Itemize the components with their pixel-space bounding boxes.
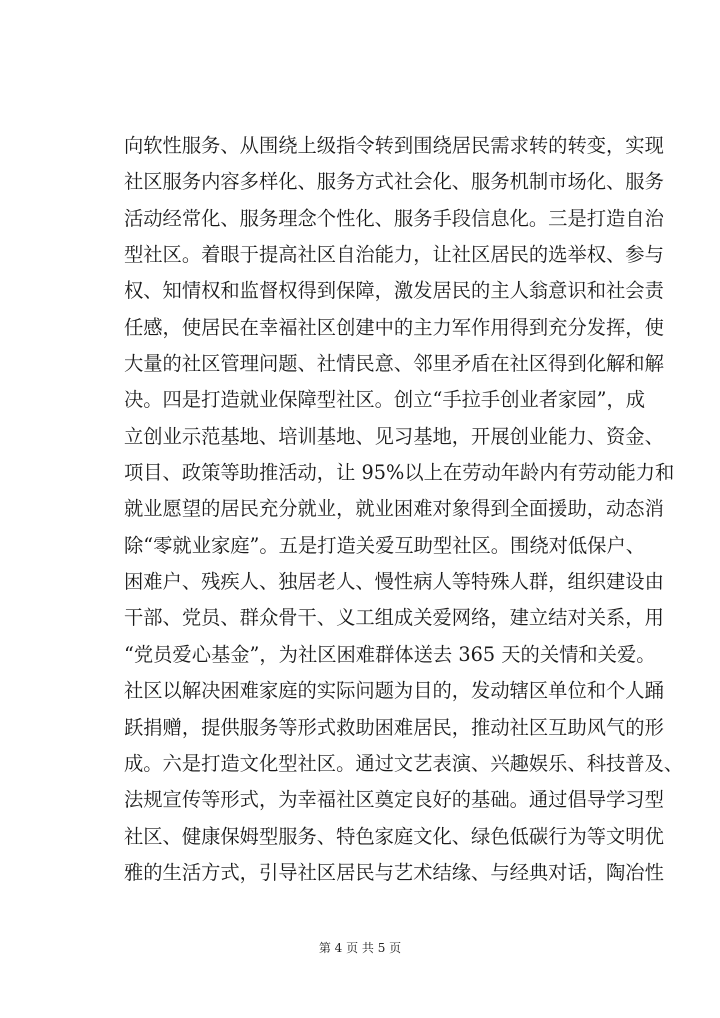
text-line: 社区以解决困难家庭的实际问题为目的，发动辖区单位和个人踊 bbox=[124, 679, 664, 703]
text-line: 干部、党员、群众骨干、义工组成关爱网络，建立结对关系，用 bbox=[124, 606, 664, 630]
text-line: 向软性服务、从围绕上级指令转到围绕居民需求转的转变，实现 bbox=[124, 134, 664, 157]
text-line: 成。六是打造文化型社区。通过文艺表演、兴趣娱乐、科技普及、 bbox=[124, 751, 684, 775]
text-line: “党员爱心基金”，为社区困难群体送去 365 天的关情和关爱。 bbox=[124, 642, 656, 666]
text-line: 就业愿望的居民充分就业，就业困难对象得到全面援助，动态消 bbox=[124, 497, 664, 521]
text-line: 决。四是打造就业保障型社区。创立“手拉手创业者家园”，成 bbox=[124, 388, 646, 412]
text-line: 社区服务内容多样化、服务方式社会化、服务机制市场化、服务 bbox=[124, 170, 664, 194]
text-line: 除“零就业家庭”。五是打造关爱互助型社区。围绕对低保户、 bbox=[124, 533, 646, 557]
body-text bbox=[124, 128, 684, 891]
text-line: 项目、政策等助推活动，让 95%以上在劳动年龄内有劳动能力和 bbox=[124, 461, 675, 485]
text-line: 社区、健康保姆型服务、特色家庭文化、绿色低碳行为等文明优 bbox=[124, 824, 664, 848]
text-line: 型社区。着眼于提高社区自治能力，让社区居民的选举权、参与 bbox=[124, 243, 664, 267]
text-line: 权、知情权和监督权得到保障，激发居民的主人翁意识和社会责 bbox=[124, 279, 664, 303]
text-line: 任感，使居民在幸福社区创建中的主力军作用得到充分发挥，使 bbox=[124, 315, 664, 339]
text-line: 大量的社区管理问题、社情民意、邻里矛盾在社区得到化解和解 bbox=[124, 352, 664, 376]
text-line: 困难户、残疾人、独居老人、慢性病人等特殊人群，组织建设由 bbox=[124, 570, 664, 594]
text-line: 法规宣传等形式，为幸福社区奠定良好的基础。通过倡导学习型 bbox=[124, 788, 664, 812]
text-line: 立创业示范基地、培训基地、见习基地，开展创业能力、资金、 bbox=[124, 424, 664, 448]
text-line: 活动经常化、服务理念个性化、服务手段信息化。三是打造自治 bbox=[124, 206, 664, 230]
page-number: 第 4 页 共 5 页 bbox=[318, 941, 402, 955]
page-footer bbox=[0, 939, 720, 956]
text-line: 跃捐赠，提供服务等形式救助困难居民，推动社区互助风气的形 bbox=[124, 715, 664, 739]
text-line: 雅的生活方式，引导社区居民与艺术结缘、与经典对话，陶冶性 bbox=[124, 860, 664, 884]
